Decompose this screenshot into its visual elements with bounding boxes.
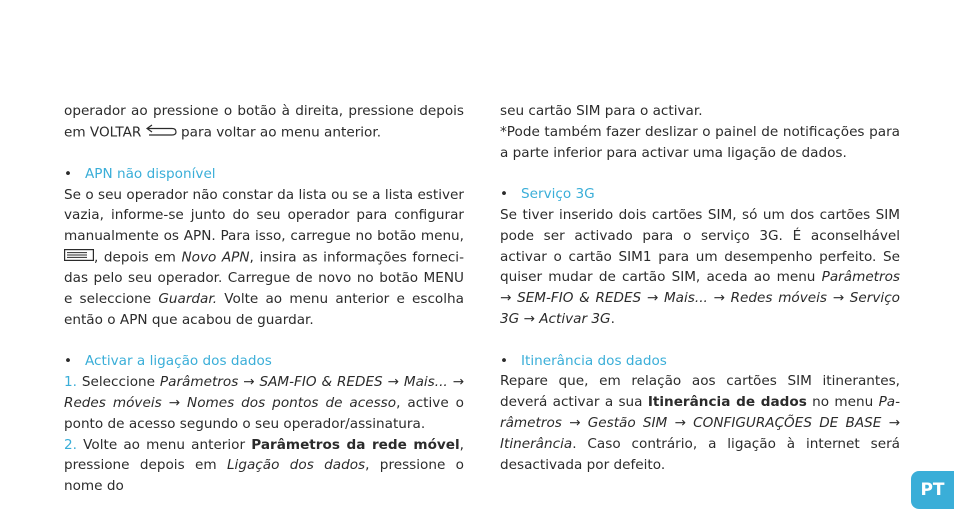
paragraph-servico-3g: Se tiver inserido dois cartões SIM, só um dos cartões SIM pode ser activado para o serviço 3G. É aconselhável activar o cartão SIM1 para um desempenho perfeito. Se quiser mudar de cartão SIM, aceda ao menu Parâmetros → SEM-FIO & REDES → Mais... → Redes móveis → Serviço 3G → Activar 3G. — [500, 206, 900, 327]
paragraph-notificacoes: *Pode também fazer deslizar o painel de notificações para a parte inferior para activar uma ligação de dados. — [500, 123, 900, 161]
paragraph-voltar: operador ao pressione o botão à direita, pressione depois em VOLTAR para voltar ao menu anterior. — [64, 101, 464, 143]
menu-icon — [64, 247, 94, 268]
step-2: 2. Volte ao menu anterior Parâmetros da rede móvel, pressione depois em Ligação dos dados, pressione o nome do — [64, 436, 464, 495]
paragraph-apn: Se o seu operador não constar da lista ou se a lista estiver vazia, informe-se junto do seu operador para configurar manualmente os APN. Para isso, carregue no botão menu, , depois em Novo APN, insira as informações fornecidas pelo seu operador. Carregue de novo no botão MENU e seleccione Guardar. Volte ao menu anterior e escolha então o APN que acabou de guardar. — [64, 186, 464, 328]
left-column — [64, 101, 464, 497]
back-arrow-icon — [146, 122, 177, 143]
heading-activar-dados: • Activar a ligação dos dados — [64, 353, 272, 370]
step-1: 1. Seleccione Parâmetros → SAM-FIO & REDES → Mais... → Redes móveis → Nomes dos pontos de acesso, active o ponto de acesso segundo o seu operador/assinatura. — [64, 374, 464, 432]
heading-itinerancia: • Itinerância dos dados — [500, 352, 667, 369]
heading-servico-3g: • Serviço 3G — [500, 186, 595, 203]
language-badge: PT — [911, 471, 954, 509]
paragraph-itinerancia: Repare que, em relação aos cartões SIM itinerantes, deverá activar a sua Itinerância de dados no menu Parâmetros → Gestão SIM → CONFIGURAÇÕES DE BASE → Itinerância. Caso contrário, a ligação à internet será desactivada por defeito. — [500, 373, 900, 473]
heading-apn: • APN não disponível — [64, 165, 216, 182]
right-column — [500, 101, 900, 475]
paragraph-activar-sim: seu cartão SIM para o activar. — [500, 103, 703, 119]
